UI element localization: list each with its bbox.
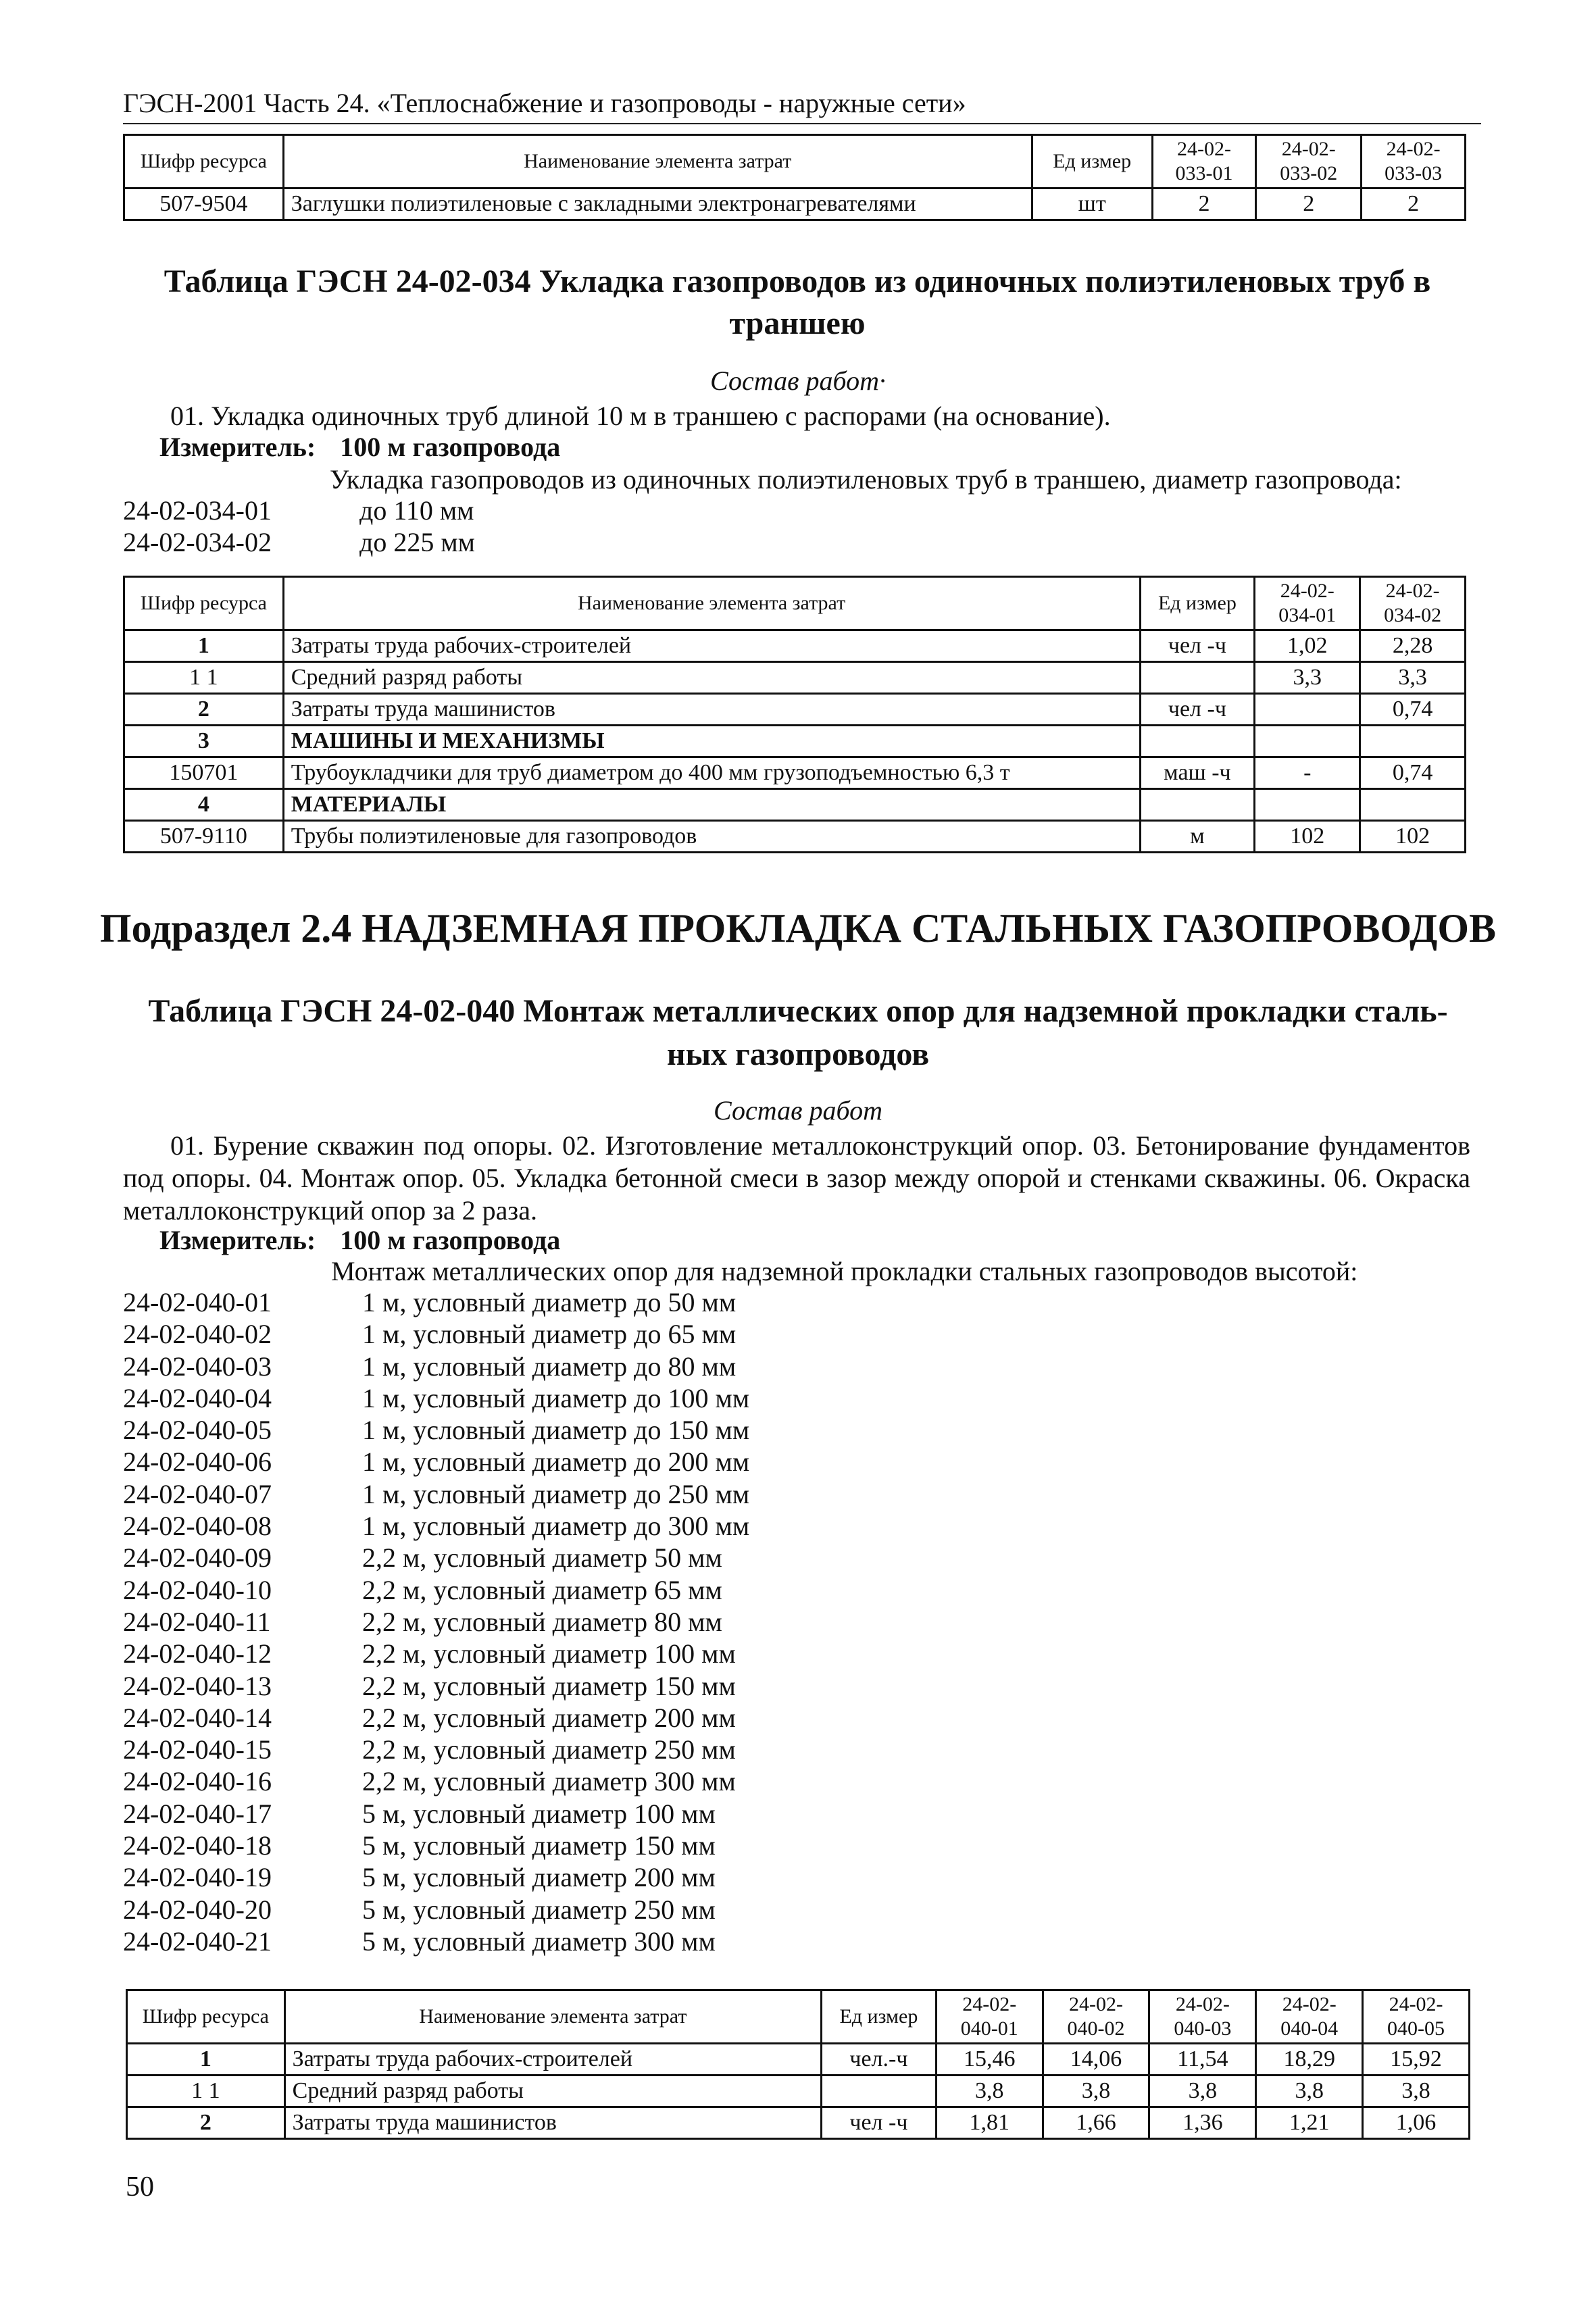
list-item	[123, 1446, 749, 1478]
table-row	[127, 2107, 1470, 2139]
subsection-title: Подраздел 2.4 НАДЗЕМНАЯ ПРОКЛАДКА СТАЛЬНЫХ ГАЗОПРОВОДОВ	[99, 906, 1497, 951]
item-code: 24-02-040-07	[123, 1478, 272, 1509]
item-code: 24-02-040-04	[123, 1382, 272, 1413]
header-col-3: 24-02-040-03	[1149, 1990, 1256, 2044]
cell-value: 3,8	[1149, 2076, 1256, 2107]
cell-value: 3,3	[1255, 662, 1360, 694]
item-desc: 5 м, условный диаметр 250 мм	[362, 1894, 716, 1925]
item-desc: 2,2 м, условный диаметр 300 мм	[362, 1766, 736, 1797]
section-title-040-line2: ных газопроводов	[666, 1036, 930, 1072]
list-item	[123, 1574, 749, 1606]
item-code: 24-02-040-12	[123, 1638, 272, 1669]
table-row	[124, 188, 1466, 220]
item-code: 24-02-040-08	[123, 1511, 272, 1542]
header-col-5: 24-02-040-05	[1363, 1990, 1470, 2044]
table-row	[124, 630, 1466, 662]
list-item	[123, 495, 475, 526]
works-label: Состав работ·	[710, 366, 886, 396]
item-code: 24-02-040-20	[123, 1894, 272, 1925]
header-unit: Ед измер	[1140, 577, 1255, 630]
cell-unit: чел.-ч	[822, 2044, 937, 2076]
cell-name: Заглушки полиэтиленовые с закладными электронагревателями	[283, 188, 1032, 220]
meter-label: Измеритель:	[159, 1225, 316, 1255]
header-col-3: 24-02-033-03	[1362, 135, 1466, 188]
cell-value: 1,81	[936, 2107, 1043, 2139]
item-desc: 2,2 м, условный диаметр 200 мм	[362, 1702, 736, 1733]
list-item	[123, 1702, 749, 1734]
item-code: 24-02-040-19	[123, 1862, 272, 1893]
meter-value: 100 м газопровода	[340, 432, 561, 462]
item-desc: 2,2 м, условный диаметр 100 мм	[362, 1638, 736, 1669]
item-desc: 1 м, условный диаметр до 100 мм	[362, 1382, 750, 1413]
list-item	[123, 1286, 749, 1318]
item-desc: 1 м, условный диаметр до 250 мм	[362, 1478, 750, 1509]
cell-name: Затраты труда машинистов	[284, 2107, 821, 2139]
item-code: 24-02-040-01	[123, 1287, 272, 1317]
item-code: 24-02-040-13	[123, 1670, 272, 1701]
list-item	[123, 1926, 749, 1957]
cell-code: 4	[124, 789, 284, 821]
cell-unit: м	[1140, 821, 1255, 853]
cell-unit	[1140, 662, 1255, 694]
works-text: 01. Укладка одиночных труб длиной 10 м в траншею с распорами (на основание).	[170, 401, 1111, 431]
item-code: 24-02-040-05	[123, 1415, 272, 1446]
cell-value	[1255, 726, 1360, 757]
cell-name: МАТЕРИАЛЫ	[283, 789, 1140, 821]
header-code: Шифр ресурса	[124, 577, 284, 630]
item-code: 24-02-040-11	[123, 1606, 271, 1637]
item-code: 24-02-034-02	[123, 527, 272, 558]
page-number: 50	[126, 2171, 154, 2203]
table-24-02-033	[123, 134, 1466, 221]
item-code: 24-02-040-16	[123, 1766, 272, 1797]
cell-code: 1	[124, 630, 284, 662]
cell-name: Трубоукладчики для труб диаметром до 400 мм грузоподъемностью 6,3 т	[283, 757, 1140, 789]
cell-code: 507-9110	[124, 821, 284, 853]
cell-value: 3,8	[1256, 2076, 1363, 2107]
cell-code: 2	[127, 2107, 285, 2139]
item-code: 24-02-040-09	[123, 1542, 272, 1574]
cell-value: 3,3	[1360, 662, 1466, 694]
cell-value: 14,06	[1043, 2044, 1149, 2076]
list-item	[123, 1734, 749, 1765]
list-item	[123, 1351, 749, 1382]
header-unit: Ед измер	[1032, 135, 1152, 188]
table-24-02-034	[123, 576, 1466, 853]
table-row	[124, 726, 1466, 757]
item-code: 24-02-040-17	[123, 1798, 272, 1829]
cell-value: 1,66	[1043, 2107, 1149, 2139]
list-item	[123, 1830, 749, 1861]
cell-name: Затраты труда рабочих-строителей	[284, 2044, 821, 2076]
list-item	[123, 1382, 749, 1414]
item-desc: 1 м, условный диаметр до 65 мм	[362, 1319, 737, 1350]
table-row	[124, 694, 1466, 726]
cell-value: 2	[1256, 188, 1362, 220]
cell-value: 3,8	[1043, 2076, 1149, 2107]
cell-value: 15,92	[1363, 2044, 1470, 2076]
list-item	[123, 1542, 749, 1574]
meter-line	[159, 431, 560, 463]
item-code: 24-02-040-15	[123, 1734, 272, 1765]
item-desc: 5 м, условный диаметр 200 мм	[362, 1862, 716, 1893]
list-item	[123, 1318, 749, 1350]
item-desc: 2,2 м, условный диаметр 50 мм	[362, 1542, 722, 1574]
item-desc: до 225 мм	[359, 527, 475, 558]
cell-unit	[1140, 789, 1255, 821]
works-text: 01. Бурение скважин под опоры. 02. Изготовление металлоконструкций опор. 03. Бетонирование фундаментов под опоры. 04. Монтаж опор. 05. Укладка бетонной смеси в зазор между опорой и стенками скважины. 06. Окраска металлоконструкций опор за 2 раза.	[123, 1130, 1470, 1226]
header-unit: Ед измер	[822, 1990, 937, 2044]
cell-value: -	[1255, 757, 1360, 789]
cell-unit	[1140, 726, 1255, 757]
list-item	[123, 1414, 749, 1446]
header-code: Шифр ресурса	[127, 1990, 285, 2044]
item-code: 24-02-040-03	[123, 1351, 272, 1382]
cell-unit: шт	[1032, 188, 1152, 220]
item-desc: 1 м, условный диаметр до 80 мм	[362, 1351, 737, 1382]
cell-value: 102	[1255, 821, 1360, 853]
item-desc: 1 м, условный диаметр до 300 мм	[362, 1511, 750, 1542]
list-item	[123, 1638, 749, 1669]
list-item	[123, 1798, 749, 1830]
table-row	[124, 821, 1466, 853]
cell-value: 15,46	[936, 2044, 1043, 2076]
cell-name: Средний разряд работы	[284, 2076, 821, 2107]
table-row	[124, 662, 1466, 694]
cell-unit	[822, 2076, 937, 2107]
cell-name: Трубы полиэтиленовые для газопроводов	[283, 821, 1140, 853]
cell-value: 1,36	[1149, 2107, 1256, 2139]
list-item	[123, 1894, 749, 1926]
cell-code: 507-9504	[124, 188, 284, 220]
section-title-034: Таблица ГЭСН 24-02-034 Укладка газопроводов из одиночных полиэтиленовых труб в траншею	[164, 263, 1431, 341]
header-code: Шифр ресурса	[124, 135, 284, 188]
cell-name: Средний разряд работы	[283, 662, 1140, 694]
list-item	[123, 1510, 749, 1542]
header-col-2: 24-02-040-02	[1043, 1990, 1149, 2044]
table-24-02-040	[126, 1989, 1470, 2140]
cell-code: 1	[127, 2044, 285, 2076]
cell-value: 1,06	[1363, 2107, 1470, 2139]
header-name: Наименование элемента затрат	[283, 577, 1140, 630]
cell-name: МАШИНЫ И МЕХАНИЗМЫ	[283, 726, 1140, 757]
list-item	[123, 1670, 749, 1702]
cell-value: 18,29	[1256, 2044, 1363, 2076]
item-desc: 2,2 м, условный диаметр 150 мм	[362, 1670, 736, 1701]
cell-value: 1,02	[1255, 630, 1360, 662]
header-col-1: 24-02-033-01	[1152, 135, 1256, 188]
cell-code: 1 1	[127, 2076, 285, 2107]
item-desc: 1 м, условный диаметр до 200 мм	[362, 1447, 750, 1478]
table-row	[127, 2044, 1470, 2076]
cell-value	[1360, 789, 1466, 821]
cell-unit: чел -ч	[1140, 630, 1255, 662]
cell-value: 2,28	[1360, 630, 1466, 662]
cell-value: 3,8	[936, 2076, 1043, 2107]
item-desc: 5 м, условный диаметр 300 мм	[362, 1926, 716, 1957]
cell-name: Затраты труда машинистов	[283, 694, 1140, 726]
intro-text: Укладка газопроводов из одиночных полиэтиленовых труб в траншею, диаметр газопровода:	[330, 464, 1402, 495]
cell-value: 102	[1360, 821, 1466, 853]
cell-code: 2	[124, 694, 284, 726]
table-row	[127, 2076, 1470, 2107]
code-list-034	[123, 495, 475, 559]
cell-value	[1255, 789, 1360, 821]
item-code: 24-02-040-02	[123, 1319, 272, 1350]
table-header-row	[127, 1990, 1470, 2044]
header-name: Наименование элемента затрат	[283, 135, 1032, 188]
cell-value	[1255, 694, 1360, 726]
item-code: 24-02-040-18	[123, 1830, 272, 1861]
item-desc: 2,2 м, условный диаметр 65 мм	[362, 1574, 722, 1605]
table-header-row	[124, 135, 1466, 188]
cell-value: 0,74	[1360, 757, 1466, 789]
item-code: 24-02-040-06	[123, 1447, 272, 1478]
header-col-2: 24-02-034-02	[1360, 577, 1466, 630]
table-row	[124, 789, 1466, 821]
table-row	[124, 757, 1466, 789]
list-item	[123, 1606, 749, 1638]
cell-value: 2	[1362, 188, 1466, 220]
meter-line	[159, 1224, 560, 1257]
meter-label: Измеритель:	[159, 432, 316, 462]
cell-value: 0,74	[1360, 694, 1466, 726]
cell-code: 150701	[124, 757, 284, 789]
cell-value: 2	[1152, 188, 1256, 220]
cell-code: 3	[124, 726, 284, 757]
item-desc: до 110 мм	[359, 495, 474, 526]
running-header: ГЭСН-2001 Часть 24. «Теплоснабжение и газопроводы - наружные сети»	[123, 86, 1481, 124]
cell-unit: чел -ч	[1140, 694, 1255, 726]
cell-name: Затраты труда рабочих-строителей	[283, 630, 1140, 662]
item-code: 24-02-040-14	[123, 1702, 272, 1733]
item-desc: 2,2 м, условный диаметр 250 мм	[362, 1734, 736, 1765]
list-item	[123, 1478, 749, 1510]
list-item	[123, 1861, 749, 1893]
item-code: 24-02-040-10	[123, 1574, 272, 1605]
meter-value: 100 м газопровода	[340, 1225, 561, 1255]
code-list-040	[123, 1286, 749, 1957]
list-item	[123, 526, 475, 558]
item-desc: 1 м, условный диаметр до 50 мм	[362, 1287, 737, 1317]
cell-value: 3,8	[1363, 2076, 1470, 2107]
works-label: Состав работ	[714, 1095, 882, 1126]
cell-value	[1360, 726, 1466, 757]
intro-text: Монтаж металлических опор для надземной прокладки стальных газопроводов высотой:	[331, 1256, 1358, 1286]
table-header-row	[124, 577, 1466, 630]
header-col-2: 24-02-033-02	[1256, 135, 1362, 188]
item-desc: 2,2 м, условный диаметр 80 мм	[362, 1606, 722, 1637]
cell-code: 1 1	[124, 662, 284, 694]
cell-value: 1,21	[1256, 2107, 1363, 2139]
item-desc: 5 м, условный диаметр 100 мм	[362, 1798, 716, 1829]
header-col-1: 24-02-040-01	[936, 1990, 1043, 2044]
cell-unit: маш -ч	[1140, 757, 1255, 789]
header-name: Наименование элемента затрат	[284, 1990, 821, 2044]
item-desc: 1 м, условный диаметр до 150 мм	[362, 1415, 750, 1446]
item-code: 24-02-034-01	[123, 495, 272, 526]
item-desc: 5 м, условный диаметр 150 мм	[362, 1830, 716, 1861]
header-col-4: 24-02-040-04	[1256, 1990, 1363, 2044]
item-code: 24-02-040-21	[123, 1926, 272, 1957]
section-title-040-line1: Таблица ГЭСН 24-02-040 Монтаж металлических опор для надземной прокладки сталь-	[148, 993, 1448, 1029]
header-col-1: 24-02-034-01	[1255, 577, 1360, 630]
cell-unit: чел -ч	[822, 2107, 937, 2139]
list-item	[123, 1765, 749, 1797]
cell-value: 11,54	[1149, 2044, 1256, 2076]
